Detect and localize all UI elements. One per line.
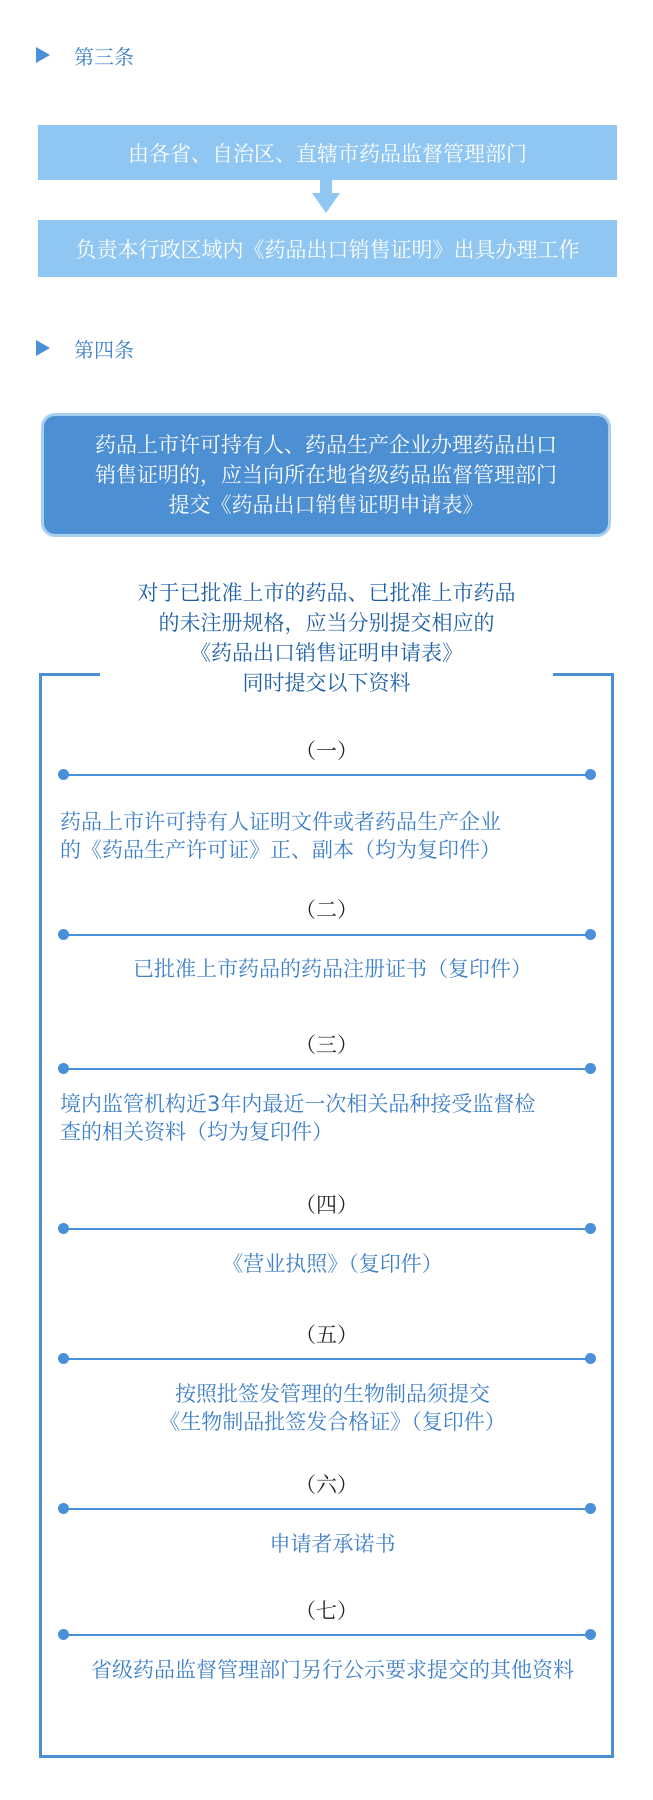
item-divider: [62, 774, 592, 776]
divider-dot-icon: [585, 769, 596, 780]
down-arrow-icon: [312, 177, 340, 213]
section-3-title: 第三条: [74, 44, 134, 69]
item-number: （四）: [295, 1193, 358, 1217]
triangle-bullet-icon: [36, 47, 50, 63]
item-text: [60, 1090, 605, 1146]
divider-dot-icon: [585, 1629, 596, 1640]
item-line: 查的相关资料（均为复印件）: [60, 1120, 333, 1144]
divider-dot-icon: [58, 1063, 69, 1074]
item-number: （七）: [295, 1599, 358, 1623]
divider-dot-icon: [585, 1223, 596, 1234]
item-divider: [62, 1358, 592, 1360]
application-line: 提交《药品出口销售证明申请表》: [168, 493, 484, 517]
item-line: 省级药品监督管理部门另行公示要求提交的其他资料: [91, 1658, 574, 1682]
item-number: （五）: [295, 1323, 358, 1347]
intro-line: 对于已批准上市的药品、已批准上市药品: [137, 581, 516, 605]
item-text: [60, 1250, 605, 1278]
item-divider: [62, 1068, 592, 1070]
divider-dot-icon: [585, 1503, 596, 1514]
divider-dot-icon: [58, 769, 69, 780]
section-3-header: [36, 40, 134, 70]
intro-line: 同时提交以下资料: [242, 671, 411, 695]
item-number: （三）: [295, 1033, 358, 1057]
intro-line: 《药品出口销售证明申请表》: [190, 641, 463, 665]
divider-dot-icon: [58, 1353, 69, 1364]
item-text: [60, 808, 605, 864]
item-line: 按照批签发管理的生物制品须提交: [175, 1382, 490, 1406]
item-divider: [62, 1228, 592, 1230]
item-divider: [62, 1508, 592, 1510]
item-text: [60, 1530, 605, 1558]
divider-dot-icon: [58, 1223, 69, 1234]
item-divider: [62, 934, 592, 936]
item-divider: [62, 1634, 592, 1636]
materials-intro: [100, 578, 553, 698]
triangle-bullet-icon: [36, 340, 50, 356]
application-line: 销售证明的，应当向所在地省级药品监督管理部门: [95, 463, 557, 487]
item-number: （二）: [295, 898, 358, 922]
item-line: 境内监管机构近3年内最近一次相关品种接受监督检: [60, 1092, 536, 1116]
section-4-title: 第四条: [74, 337, 134, 362]
divider-dot-icon: [585, 929, 596, 940]
application-line: 药品上市许可持有人、药品生产企业办理药品出口: [95, 433, 557, 457]
section-4-header: [36, 333, 134, 363]
item-text: [60, 955, 605, 983]
item-text: [60, 1380, 605, 1436]
item-line: 的《药品生产许可证》正、副本（均为复印件）: [60, 838, 501, 862]
item-line: 已批准上市药品的药品注册证书（复印件）: [133, 957, 532, 981]
divider-dot-icon: [58, 1503, 69, 1514]
item-text: [60, 1656, 605, 1684]
divider-dot-icon: [585, 1353, 596, 1364]
divider-dot-icon: [58, 929, 69, 940]
item-line: 《营业执照》（复印件）: [222, 1252, 443, 1276]
application-box: [41, 413, 611, 537]
responsibility-bar: 负责本行政区域内《药品出口销售证明》出具办理工作: [38, 220, 617, 277]
authority-bar: 由各省、自治区、直辖市药品监督管理部门: [38, 125, 617, 180]
item-number: （六）: [295, 1473, 358, 1497]
item-line: 《生物制品批签发合格证》（复印件）: [159, 1410, 506, 1434]
intro-line: 的未注册规格，应当分别提交相应的: [158, 611, 495, 635]
item-line: 申请者承诺书: [269, 1532, 396, 1556]
item-line: 药品上市许可持有人证明文件或者药品生产企业: [60, 810, 501, 834]
divider-dot-icon: [585, 1063, 596, 1074]
divider-dot-icon: [58, 1629, 69, 1640]
item-number: （一）: [295, 739, 358, 763]
